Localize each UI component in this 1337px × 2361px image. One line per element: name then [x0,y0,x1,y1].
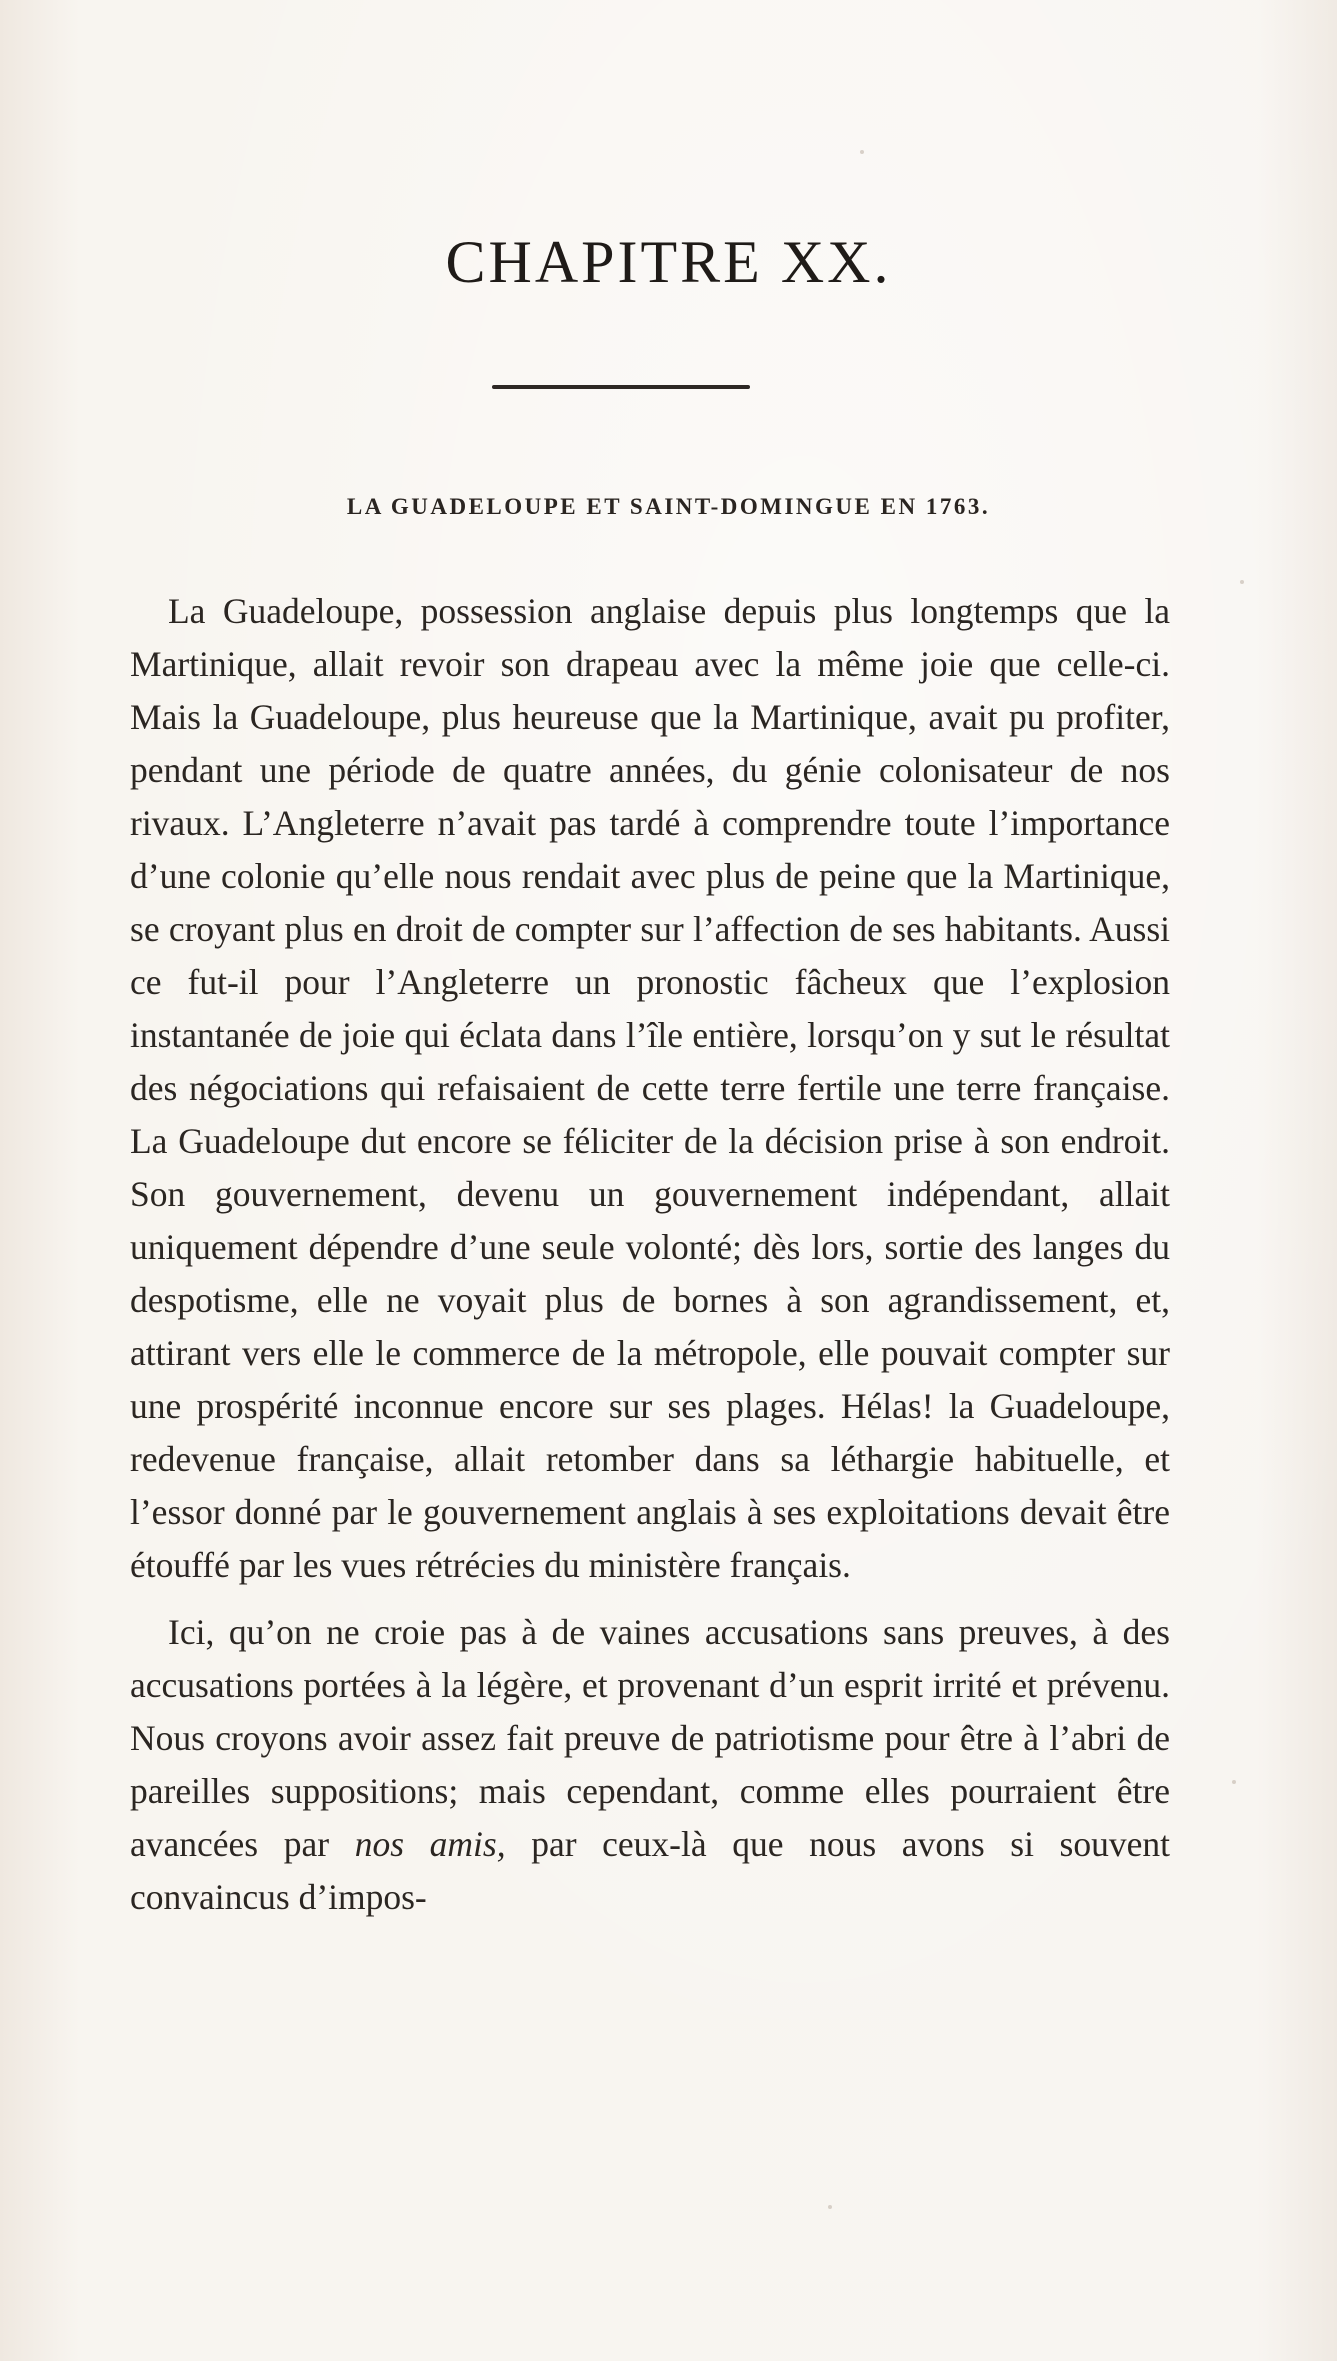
paragraph: La Guadeloupe, possession anglaise depuis plus longtemps que la Martinique, allait revoir son drapeau avec la même joie que celle-ci. Mais la Guadeloupe, plus heureuse que la Martinique, avait pu profiter, pendant une période de quatre années, du génie colonisateur de nos rivaux. L’Angleterre n’avait pas tardé à comprendre toute l’importance d’une colonie qu’elle nous rendait avec plus de peine que la Martinique, se croyant plus en droit de compter sur l’affection de ses habitants. Aussi ce fut-il pour l’Angleterre un pronostic fâcheux que l’explosion instantanée de joie qui éclata dans l’île entière, lorsqu’on y sut le résultat des négociations qui refaisaient de cette terre fertile une terre française. La Guadeloupe dut encore se féliciter de la décision prise à son endroit. Son gouvernement, devenu un gouvernement indépendant, allait uniquement dépendre d’une seule volonté; dès lors, sortie des langes du despotisme, elle ne voyait plus de bornes à son agrandissement, et, attirant vers elle le commerce de la métropole, elle pouvait compter sur une prospérité inconnue encore sur ses plages. Hélas! la Guadeloupe, redevenue française, allait retomber dans sa léthargie habituelle, et l’essor donné par le gouvernement anglais à ses exploitations devait être étouffé par les vues rétrécies du ministère français. [130,591,1170,1585]
paper-speck [1232,1780,1236,1784]
paragraph-text: Ici, qu’on ne croie pas à de vaines accusations sans preuves, à des accusations portées à la légère, et provenant d’un esprit irrité et prévenu. Nous croyons avoir assez fait preuve de patriotisme pour être à l’abri de pareilles suppositions; mais cependant, comme elles pourraient être avancées par [130,1612,1170,1864]
paper-speck [828,2205,832,2209]
paper-speck [1240,580,1244,584]
body-text [130,585,1170,1938]
italic-phrase: nos amis, [354,1824,506,1864]
chapter-title: CHAPITRE XX. [445,229,892,295]
title-rule [492,385,750,389]
paper-speck [860,150,864,154]
section-heading: LA GUADELOUPE ET SAINT-DOMINGUE EN 1763. [346,494,991,519]
paragraph [130,1606,1170,1924]
show-through-bleed [330,150,1190,620]
paragraph-text: par ceux-là que nous avons si souvent convaincus d’impos- [130,1824,1170,1917]
